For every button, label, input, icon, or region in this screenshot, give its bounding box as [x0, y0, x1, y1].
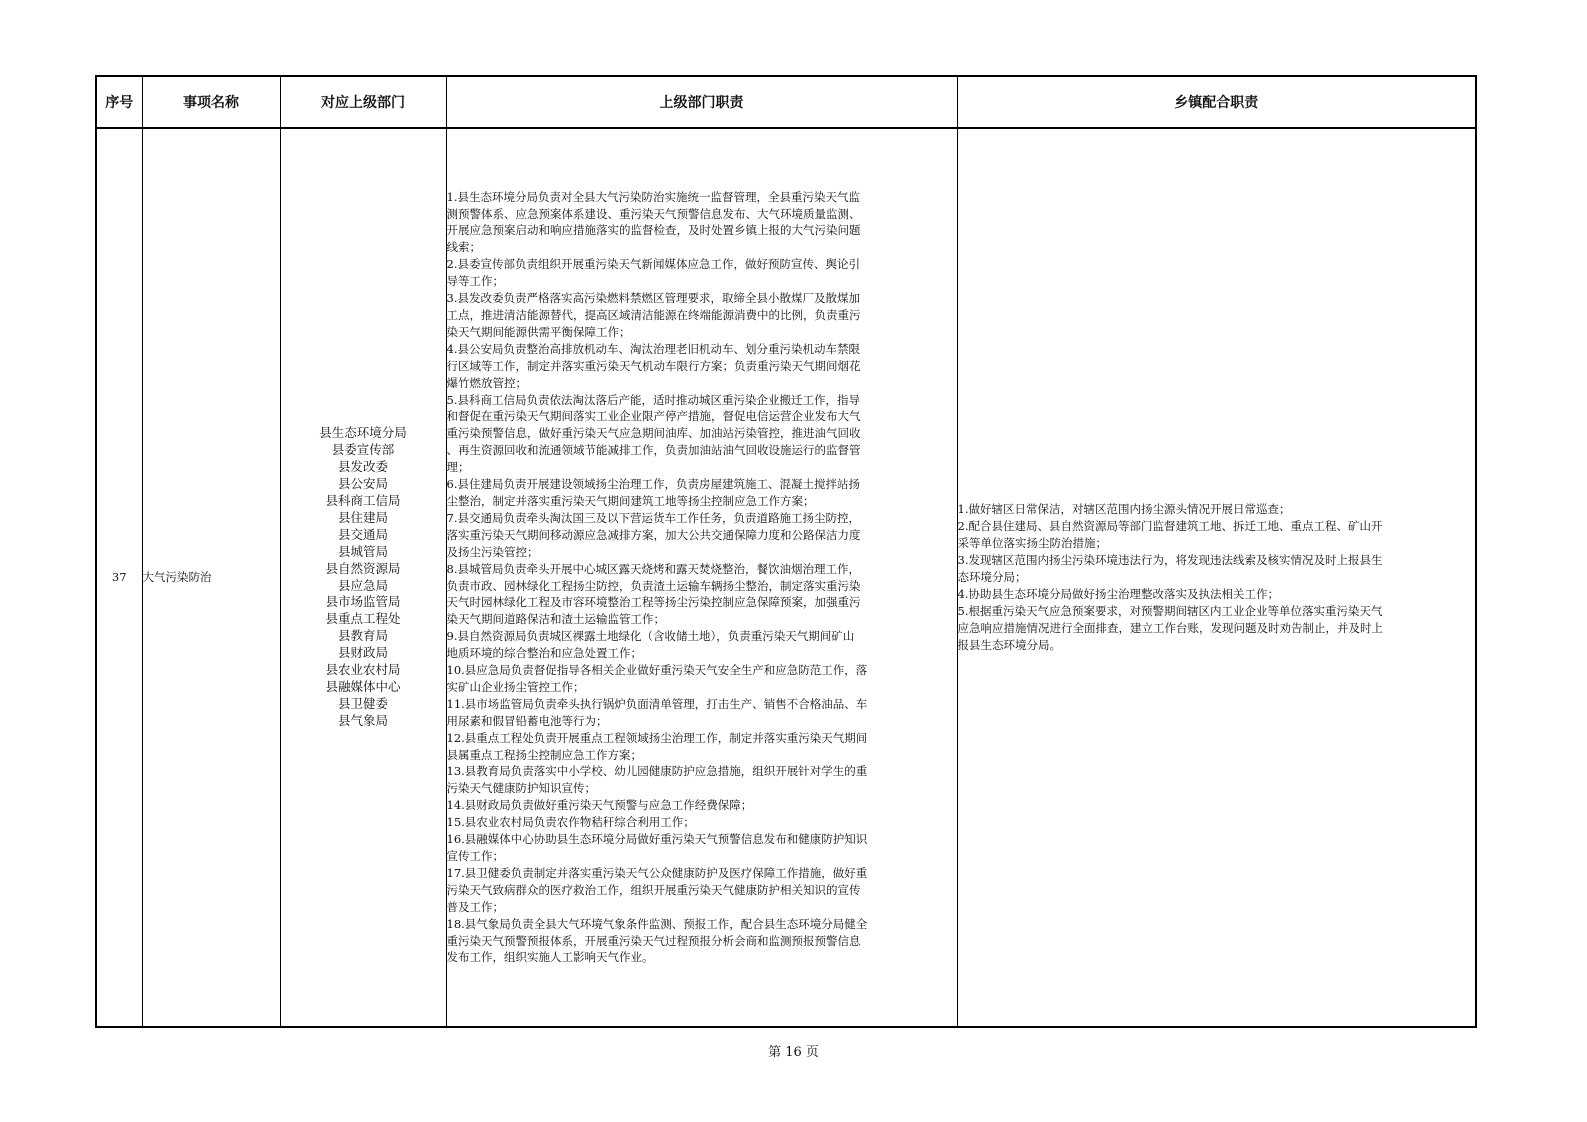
header-serial-number: 序号: [96, 76, 142, 128]
page-number: 第 16 页: [768, 1045, 819, 1060]
table-row: [96, 128, 1476, 1027]
departments-cell: [280, 128, 446, 1027]
duty-line: 宣传工作；: [446, 849, 504, 863]
duty-line: 和督促在重污染天气期间落实工业企业限产停产措施，督促电信运营企业发布大气: [446, 409, 861, 424]
cooperation-line: 1.做好辖区日常保洁，对辖区范围内扬尘源头情况开展日常巡查；: [957, 502, 1291, 517]
duty-table: [95, 75, 1477, 1028]
department-name: 县融媒体中心: [325, 678, 401, 694]
duty-line: 12.县重点工程处负责开展重点工程领域扬尘治理工作，制定并落实重污染天气期间: [446, 730, 868, 745]
cooperation-line: 采等单位落实扬尘防治措施；: [957, 536, 1107, 551]
duty-line: 发布工作，组织实施人工影响天气作业。: [446, 950, 654, 965]
department-name: 县农业农村局: [325, 662, 401, 678]
duty-line: 污染天气健康防护知识宣传；: [446, 781, 596, 796]
duty-line: 普及工作；: [446, 899, 504, 914]
duty-line: 用尿素和假冒铅蓄电池等行为；: [446, 713, 608, 728]
duty-line: 4.县公安局负责整治高排放机动车、淘汰治理老旧机动车、划分重污染机动车禁限: [446, 341, 860, 356]
department-name: 县教育局: [337, 628, 388, 644]
duty-line: 17.县卫健委负责制定并落实重污染天气公众健康防护及医疗保障工作措施，做好重: [446, 865, 868, 880]
duty-line: 爆竹燃放管控；: [446, 375, 527, 390]
duty-line: 2.县委宣传部负责组织开展重污染天气新闻媒体应急工作，做好预防宣传、舆论引: [446, 257, 860, 272]
cooperation-line: 4.协助县生态环境分局做好扬尘治理整改落实及执法相关工作；: [957, 586, 1279, 601]
department-name: 县住建局: [337, 509, 388, 525]
department-name: 县财政局: [337, 645, 388, 661]
duty-line: 3.县发改委负责严格落实高污染燃料禁燃区管理要求，取缔全县小散煤厂及散煤加: [446, 291, 860, 306]
department-name: 县气象局: [337, 712, 388, 728]
cooperation-line: 应急响应措施情况进行全面排查，建立工作台账，发现问题及时劝告制止，并及时上: [957, 620, 1383, 635]
duty-line: 染天气期间道路保洁和渣土运输监管工作；: [446, 612, 665, 627]
duty-line: 、再生资源回收和流通领域节能减排工作，负责加油站油气回收设施运行的监督管: [446, 443, 861, 458]
header-row: [96, 76, 1476, 128]
duty-line: 落实重污染天气期间移动源应急减排方案，加大公共交通保障力度和公路保洁力度: [446, 527, 861, 542]
duty-line: 污染天气致病群众的医疗救治工作，组织开展重污染天气健康防护相关知识的宣传: [446, 882, 861, 897]
duty-line: 理；: [446, 460, 470, 475]
duty-line: 7.县交通局负责牵头淘汰国三及以下营运货车工作任务，负责道路施工扬尘防控，: [446, 510, 860, 525]
cooperation-line: 5.根据重污染天气应急预案要求，对预警期间辖区内工业企业等单位落实重污染天气: [957, 603, 1383, 618]
duty-line: 18.县气象局负责全县大气环境气象条件监测、预报工作，配合县生态环境分局健全: [446, 916, 868, 931]
duty-line: 工点，推进清洁能源替代，提高区域清洁能源在终端能源消费中的比例，负责重污: [446, 308, 861, 322]
department-name: 县生态环境分局: [319, 425, 407, 441]
duty-line: 重污染预警信息，做好重污染天气应急期间油库、加油站污染管控，推进油气回收: [446, 426, 861, 441]
header-superior-department: 对应上级部门: [280, 76, 446, 128]
department-name: 县公安局: [337, 476, 388, 492]
department-name: 县发改委: [337, 459, 388, 475]
duty-line: 染天气期间能源供需平衡保障工作；: [446, 324, 631, 339]
duty-line: 开展应急预案启动和响应措施落实的监督检查，及时处置乡镇上报的大气污染问题: [446, 223, 861, 238]
duty-line: 及扬尘污染管控；: [446, 544, 539, 559]
duty-line: 6.县住建局负责开展建设领域扬尘治理工作，负责房屋建筑施工、混凝土搅拌站扬: [446, 477, 860, 492]
department-name: 县重点工程处: [325, 611, 401, 627]
duty-line: 导等工作；: [446, 274, 504, 289]
duty-line: 16.县融媒体中心协助县生态环境分局做好重污染天气预警信息发布和健康防护知识: [446, 832, 868, 847]
header-item-name: 事项名称: [142, 76, 280, 128]
duty-line: 负责市政、园林绿化工程扬尘防控，负责渣土运输车辆扬尘整治，制定落实重污染: [446, 578, 861, 593]
duty-line: 9.县自然资源局负责城区裸露土地绿化（含收储土地），负责重污染天气期间矿山: [446, 629, 855, 644]
duty-line: 5.县科商工信局负责依法淘汰落后产能，适时推动城区重污染企业搬迁工作，指导: [446, 392, 860, 407]
department-name: 县城管局: [337, 543, 388, 559]
duty-line: 13.县教育局负责落实中小学校、幼儿园健康防护应急措施，组织开展针对学生的重: [446, 764, 868, 779]
duty-line: 地质环境的综合整治和应急处置工作；: [446, 646, 642, 661]
duty-line: 行区域等工作，制定并落实重污染天气机动车限行方案；负责重污染天气期间烟花: [446, 358, 861, 373]
duty-line: 14.县财政局负责做好重污染天气预警与应急工作经费保障；: [446, 798, 753, 813]
department-name: 县市场监管局: [325, 594, 401, 610]
serial-number-cell: 37: [96, 128, 142, 1027]
duty-line: 天气时园林绿化工程及市容环境整治工程等扬尘污染控制应急保障预案，加强重污: [446, 595, 861, 610]
item-name-cell: 大气污染防治: [142, 128, 280, 1027]
duty-line: 10.县应急局负责督促指导各相关企业做好重污染天气安全生产和应急防范工作，落: [446, 663, 868, 678]
cooperation-line: 3.发现辖区范围内扬尘污染环境违法行为，将发现违法线索及核实情况及时上报县生: [957, 553, 1383, 568]
duty-line: 实矿山企业扬尘管控工作；: [446, 679, 585, 694]
header-superior-duties: 上级部门职责: [446, 76, 957, 128]
cooperation-line: 态环境分局；: [957, 570, 1027, 585]
duty-line: 尘整治，制定并落实重污染天气期间建筑工地等扬尘控制应急工作方案；: [446, 493, 815, 508]
duty-line: 8.县城管局负责牵头开展中心城区露天烧烤和露天焚烧整治，餐饮油烟治理工作，: [446, 561, 860, 576]
department-name: 县自然资源局: [325, 560, 401, 576]
cooperation-line: 2.配合县住建局、县自然资源局等部门监督建筑工地、拆迁工地、重点工程、矿山开: [957, 519, 1383, 534]
cooperation-line: 报县生态环境分局。: [957, 637, 1061, 652]
township-cooperation-cell: [957, 128, 1476, 1027]
duty-line: 线索；: [446, 240, 481, 255]
department-name: 县卫健委: [337, 695, 388, 711]
duty-line: 11.县市场监管局负责牵头执行锅炉负面清单管理，打击生产、销售不合格油品、车: [446, 696, 868, 711]
header-township-cooperation: 乡镇配合职责: [957, 76, 1476, 128]
duty-line: 重污染天气预警预报体系，开展重污染天气过程预报分析会商和监测预报预警信息: [446, 933, 861, 948]
department-name: 县委宣传部: [331, 442, 395, 458]
duty-line: 县属重点工程扬尘控制应急工作方案；: [446, 747, 642, 762]
duty-line: 15.县农业农村局负责农作物秸秆综合利用工作；: [446, 815, 695, 830]
department-name: 县交通局: [337, 526, 388, 542]
duty-line: 测预警体系、应急预案体系建设、重污染天气预警信息发布、大气环境质量监测、: [446, 206, 861, 221]
department-name: 县应急局: [337, 577, 388, 593]
superior-duties-cell: [446, 128, 957, 1027]
department-name: 县科商工信局: [325, 492, 401, 508]
duty-line: 1.县生态环境分局负责对全县大气污染防治实施统一监督管理，全县重污染天气监: [446, 189, 860, 204]
